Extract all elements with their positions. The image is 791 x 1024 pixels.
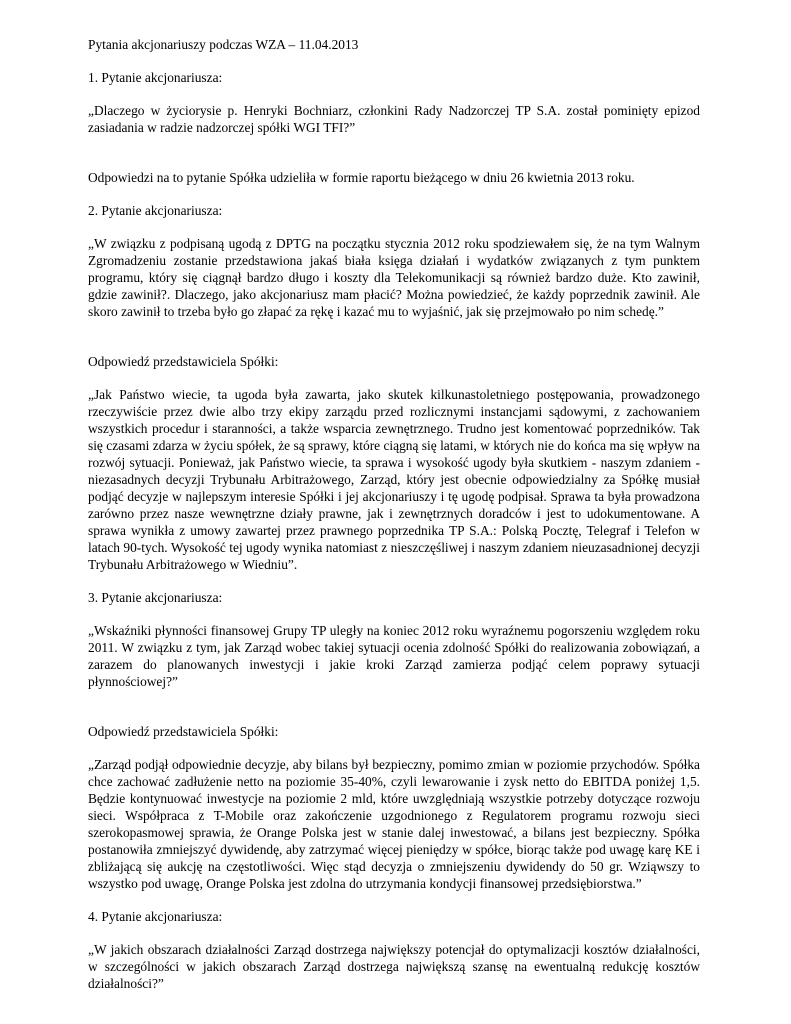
answer-2-text: „Jak Państwo wiecie, ta ugoda była zawarta, jako skutek kilkunastoletniego postępowania, prowadzonego rzeczywiście przez dwie albo trzy ekipy zarządu przed rozlicznymi instancjami sądowymi, z zachowaniem wszystkich procedur i staranności, a także wsparcia zewnętrznego. Trudno jest komentować poprzedników. Tak się czasami zdarza w życiu spółek, że są sprawy, które ciągną się latami, w których nie do końca ma się wpływ na rozwój sytuacji. Ponieważ, jak Państwo wiecie, ta sprawa i wysokość ugody była skutkiem - naszym zdaniem - niezasadnych decyzji Trybunału Arbitrażowego, Zarząd, który jest obecnie odpowiedzialny za Spółkę musiał podjąć decyzje w najlepszym interesie Spółki i jej akcjonariuszy i tę ugodę podpisał. Sprawa ta była prowadzona zarówno przez nasze wewnętrzne działy prawne, jak i zewnętrznych doradców i jest to udokumentowane. A sprawa wynikła z umowy zawartej przez prawnego poprzednika TP S.A.: Polską Pocztę, Telegraf i Telefon w latach 90-tych. Wysokość tej ugody wynika natomiast z nieszczęśliwej i naszym zdaniem nieuzasadnionej decyzji Trybunału Arbitrażowego w Wiedniu”. (88, 387, 700, 572)
question-1-label: 1. Pytanie akcjonariusza: (88, 70, 223, 85)
question-2-text: „W związku z podpisaną ugodą z DPTG na początku stycznia 2012 roku spodziewałem się, że na tym Walnym Zgromadzeniu zostanie przedstawiona jakaś biała księga działań i wydatków związanych z tym punktem programu, który się ciągnął bardzo długo i koszty dla Telekomunikacji są również bardzo duże. Kto zawinił, gdzie zawinił?. Dlaczego, jako akcjonariusz mam płacić? Można powiedzieć, że każdy poprzednik zawinił. Ale skoro zawinił to trzeba było go złapać za rękę i kazać mu to wyjaśnić, jak się przejmowało po nim schedę.” (88, 236, 700, 319)
question-4-label: 4. Pytanie akcjonariusza: (88, 909, 223, 924)
question-4-text: „W jakich obszarach działalności Zarząd dostrzega największy potencjał do optymalizacji kosztów działalności, w szczególności w jakich obszarach Zarząd dostrzega największą szansę na ewentualną redukcję kosztów działalności?” (88, 942, 700, 991)
document-title: Pytania akcjonariuszy podczas WZA – 11.04.2013 (88, 37, 359, 52)
question-1-text: „Dlaczego w życiorysie p. Henryki Bochniarz, członkini Rady Nadzorczej TP S.A. został pominięty epizod zasiadania w radzie nadzorczej spółki WGI TFI?” (88, 103, 700, 135)
question-3-text: „Wskaźniki płynności finansowej Grupy TP uległy na koniec 2012 roku wyraźnemu pogorszeniu względem roku 2011. W związku z tym, jak Zarząd wobec takiej sytuacji ocenia zdolność Spółki do realizowania zobowiązań, a zarazem do planowanych inwestycji i jakie kroki Zarząd zamierza podjąć celem poprawy sytuacji płynnościowej?” (88, 623, 700, 689)
document-page (88, 36, 700, 992)
answer-3-label: Odpowiedź przedstawiciela Spółki: (88, 724, 279, 739)
answer-2-label: Odpowiedź przedstawiciela Spółki: (88, 354, 279, 369)
answer-1-note: Odpowiedzi na to pytanie Spółka udzieliła w formie raportu bieżącego w dniu 26 kwietnia 2013 roku. (88, 170, 635, 185)
question-2-label: 2. Pytanie akcjonariusza: (88, 203, 223, 218)
question-3-label: 3. Pytanie akcjonariusza: (88, 590, 223, 605)
answer-3-text: „Zarząd podjął odpowiednie decyzje, aby bilans był bezpieczny, pomimo zmian w poziomie przychodów. Spółka chce zachować zadłużenie netto na poziomie 35-40%, czyli lewarowanie i zysk netto do EBITDA poniżej 1,5. Będzie kontynuować inwestycje na poziomie 2 mld, które uwzględniają wszystkie potrzeby dotyczące rozwoju sieci. Współpraca z T-Mobile oraz zakończenie uzgodnionego z Regulatorem programu rozwoju sieci szerokopasmowej sprawia, że Orange Polska jest w stanie dalej inwestować, a bilans jest bezpieczny. Spółka postanowiła zmniejszyć dywidendę, aby zatrzymać więcej pieniędzy w spółce, biorąc także pod uwagę karę KE i zbliżającą się aukcję na częstotliwości. Więc stąd decyzja o zmniejszeniu dywidendy do 50 gr. Wziąwszy to wszystko pod uwagę, Orange Polska jest zdolna do utrzymania kondycji finansowej przedsiębiorstwa.” (88, 757, 700, 891)
